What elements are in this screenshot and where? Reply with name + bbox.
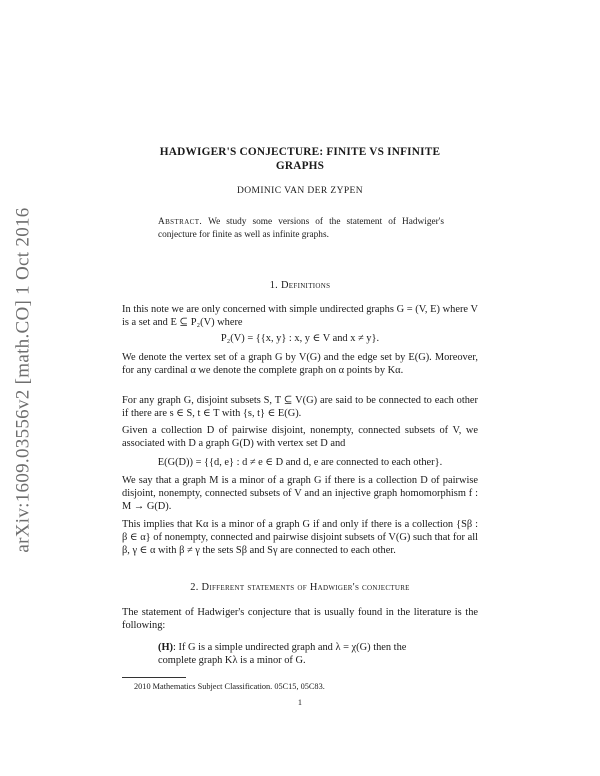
page-number: 1 — [297, 698, 303, 707]
footnote-rule — [122, 677, 186, 678]
abstract-text: We study some versions of the statement of Hadwiger's conjecture for finite as well as infinite graphs. — [158, 217, 444, 240]
statement-h — [158, 641, 408, 667]
section-1-number: 1. — [269, 280, 279, 291]
abstract-label: Abstract. — [158, 217, 203, 227]
section-2-heading — [122, 582, 478, 593]
para-implies: This implies that Kα is a minor of a graph G if and only if there is a collection {Sβ : β ∈ α} of nonempty, connected and pairwise disjoint subsets of V(G) such that for all β, γ ∈ α with β ≠ γ the sets Sβ and Sγ are connected to each other. — [122, 519, 478, 557]
para-statement: The statement of Hadwiger's conjecture that is usually found in the literature is the following: — [122, 607, 478, 632]
para-vertex-set: We denote the vertex set of a graph G by V(G) and the edge set by E(G). Moreover, for any cardinal α we denote the complete graph on α points by Kα. — [122, 352, 478, 377]
arxiv-id: arXiv:1609.03556v2 [math.CO] 1 Oct 2016 — [13, 207, 34, 553]
para-collection: Given a collection D of pairwise disjoint, nonempty, connected subsets of V, we associated with D a graph G(D) with vertex set D and — [122, 425, 478, 450]
section-2-title: Different statements of Hadwiger's conjecture — [201, 582, 410, 593]
section-2-number: 2. — [190, 582, 199, 593]
statement-h-label: (H) — [158, 642, 174, 653]
paper-title — [122, 145, 478, 173]
equation-p2: P₂(V) = {{x, y} : x, y ∈ V and x ≠ y}. — [220, 333, 380, 344]
footnote: 2010 Mathematics Subject Classification. 05C15, 05C83. — [134, 682, 325, 691]
arxiv-stamp — [6, 180, 42, 580]
para-connected: For any graph G, disjoint subsets S, T ⊆ V(G) are said to be connected to each other if there are s ∈ S, t ∈ T with {s, t} ∈ E(G). — [122, 395, 478, 420]
section-1-title: Definitions — [281, 280, 331, 291]
statement-h-text: : If G is a simple undirected graph and λ = χ(G) then the complete graph Kλ is a minor of G. — [158, 642, 407, 667]
title-line-2: GRAPHS — [275, 160, 325, 172]
author: DOMINIC VAN DER ZYPEN — [236, 186, 363, 196]
section-1-heading — [122, 280, 478, 291]
para-minor: We say that a graph M is a minor of a graph G if there is a collection D of pairwise disjoint, nonempty, connected subsets of V and an injective graph homomorphism f : M → G(D). — [122, 475, 478, 513]
para-intro: In this note we are only concerned with simple undirected graphs G = (V, E) where V is a set and E ⊆ P₂(V) where — [122, 304, 478, 329]
equation-edges: E(G(D)) = {{d, e} : d ≠ e ∈ D and d, e are connected to each other}. — [157, 457, 443, 468]
title-line-1: HADWIGER'S CONJECTURE: FINITE VS INFINITE — [159, 146, 441, 158]
abstract — [158, 216, 444, 241]
